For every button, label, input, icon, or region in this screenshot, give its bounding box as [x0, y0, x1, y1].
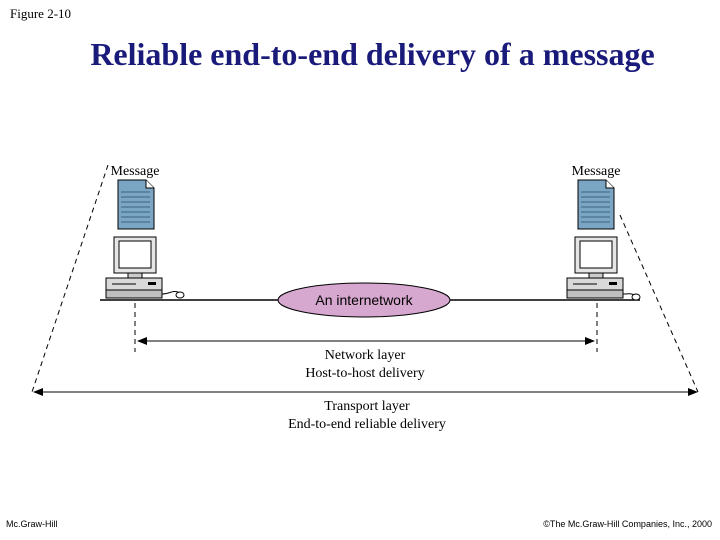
right-outer-dashed-line: [620, 215, 698, 392]
transport-layer-sublabel: End-to-end reliable delivery: [288, 417, 446, 432]
left-outer-dashed-line: [32, 165, 108, 392]
network-layer-label: Network layer: [324, 348, 406, 363]
page-title: Reliable end-to-end delivery of a message: [90, 36, 655, 72]
left-message-document-icon: [118, 180, 154, 229]
right-computer-icon: [567, 237, 640, 300]
left-computer-icon: [106, 237, 184, 298]
figure-label: Figure 2-10: [10, 6, 72, 21]
footer-copyright: ©The Mc.Graw-Hill Companies, Inc., 2000: [543, 519, 712, 529]
right-message-label: Message: [571, 164, 621, 179]
transport-layer-label: Transport layer: [324, 399, 410, 414]
right-message-document-icon: [578, 180, 614, 229]
footer-publisher: Mc.Graw-Hill: [6, 519, 58, 529]
internetwork-label: An internetwork: [315, 292, 413, 308]
left-message-label: Message: [110, 164, 160, 179]
left-host: [106, 164, 184, 298]
right-host: [567, 164, 640, 300]
network-layer-sublabel: Host-to-host delivery: [305, 366, 425, 381]
